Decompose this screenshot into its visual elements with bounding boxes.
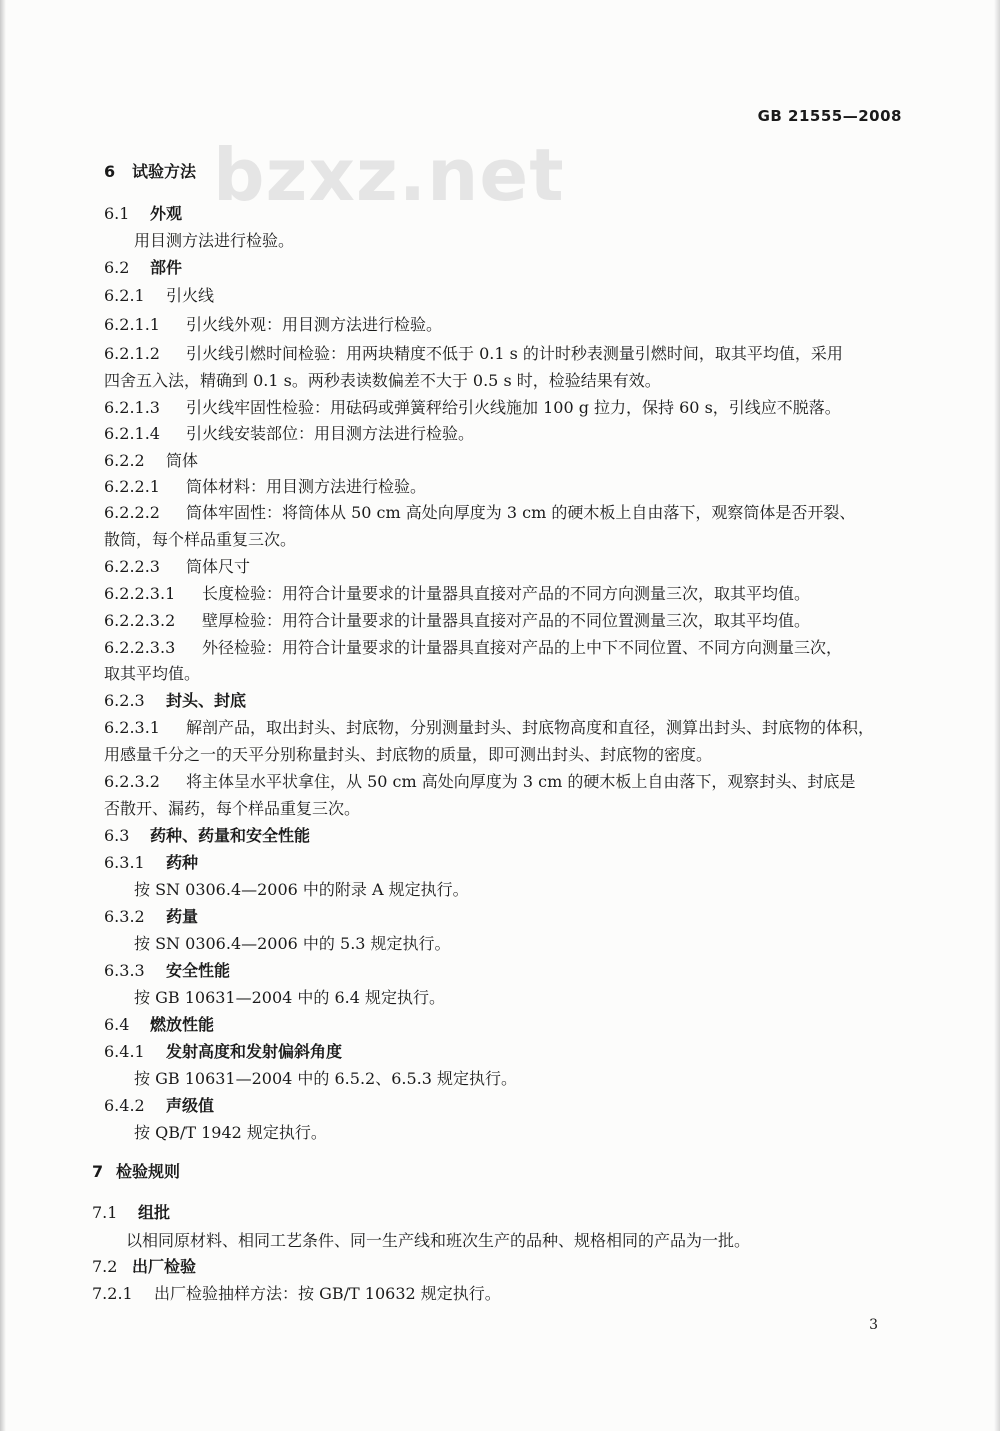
clause-text: 外径检验：用符合计量要求的计量器具直接对产品的上中下不同位置、不同方向测量三次，: [202, 638, 843, 657]
clause-line: [104, 772, 855, 792]
clause-number: 6.2.2: [104, 451, 145, 470]
paragraph-line: [104, 745, 712, 765]
clause-line: [104, 398, 841, 418]
clause-number: 6.2.1.2: [104, 344, 160, 363]
subsection-number: 6.1: [104, 204, 130, 223]
clause-text: 引火线外观：用目测方法进行检验。: [186, 315, 443, 334]
paragraph-text: 用目测方法进行检验。: [134, 231, 295, 250]
clause-text: 筒体材料：用目测方法进行检验。: [186, 477, 427, 496]
section-heading: [92, 1162, 180, 1182]
paragraph-line: [104, 371, 661, 391]
standard-code: GB 21555—2008: [757, 107, 902, 125]
paragraph-line: [134, 1069, 517, 1089]
paragraph-text: 按 SN 0306.4—2006 中的 5.3 规定执行。: [134, 934, 451, 953]
clause-title: 药种: [166, 853, 199, 872]
clause-number: 6.2.2.1: [104, 477, 160, 496]
paragraph-text: 按 GB 10631—2004 中的 6.4 规定执行。: [134, 988, 446, 1007]
scan-edge-right: [994, 0, 1000, 1431]
clause-text: 引火线牢固性检验：用砝码或弹簧秤给引火线施加 100 g 拉力，保持 60 s，引线应不脱落。: [186, 398, 841, 417]
clause-line: [92, 1284, 501, 1304]
clause-title: 封头、封底: [166, 691, 247, 710]
clause-number: 6.2.2.3.3: [104, 638, 176, 657]
clause-number: 6.2.3: [104, 691, 145, 710]
paragraph-text: 四舍五入法，精确到 0.1 s。两秒表读数偏差不大于 0.5 s 时，检验结果有效。: [104, 371, 661, 390]
clause-title: 筒体: [166, 451, 199, 470]
subsection-title: 外观: [150, 204, 183, 223]
paragraph-line: [134, 231, 294, 251]
paragraph-line: [104, 530, 296, 550]
clause-text: 解剖产品，取出封头、封底物，分别测量封头、封底物高度和直径，测算出封头、封底物的体积，: [186, 718, 875, 737]
clause-line: [104, 718, 874, 738]
paragraph-text: 散筒，每个样品重复三次。: [104, 530, 297, 549]
clause-number: 6.4.1: [104, 1042, 145, 1061]
clause-number: 6.2.1.3: [104, 398, 160, 417]
section-heading: [104, 162, 196, 182]
clause-text: 长度检验：用符合计量要求的计量器具直接对产品的不同方向测量三次，取其平均值。: [202, 584, 811, 603]
clause-title: 声级值: [166, 1096, 215, 1115]
clause-number: 6.2.1: [104, 286, 145, 305]
paragraph-text: 按 SN 0306.4—2006 中的附录 A 规定执行。: [134, 880, 469, 899]
paragraph-line: [134, 1123, 327, 1143]
clause-text: 将主体呈水平状拿住，从 50 cm 高处向厚度为 3 cm 的硬木板上自由落下，观察封头、封底是: [186, 772, 856, 791]
section-title: 检验规则: [116, 1162, 181, 1181]
subsection-heading: [92, 1257, 196, 1277]
clause-text: 筒体牢固性：将筒体从 50 cm 高处向厚度为 3 cm 的硬木板上自由落下，观察筒体是否开裂、: [186, 503, 856, 522]
clause-text: 引火线引燃时间检验：用两块精度不低于 0.1 s 的计时秒表测量引燃时间，取其平均值，采用: [186, 344, 843, 363]
paragraph-text: 取其平均值。: [104, 664, 201, 683]
clause-number: 7.2.1: [92, 1284, 133, 1303]
clause-line: [104, 315, 442, 335]
subsection-title: 出厂检验: [132, 1257, 197, 1276]
clause-number: 6.2.1.1: [104, 315, 160, 334]
paragraph-line: [126, 1231, 750, 1251]
clause-number: 6.3.3: [104, 961, 145, 980]
subsection-number: 6.2: [104, 258, 130, 277]
section-title: 试验方法: [132, 162, 197, 181]
clause-number: 6.2.2.2: [104, 503, 160, 522]
clause-number: 6.3.2: [104, 907, 145, 926]
clause-number: 6.4.2: [104, 1096, 145, 1115]
clause-line: [104, 503, 855, 523]
watermark: bzxz.net: [213, 133, 565, 217]
clause-heading: [104, 286, 214, 306]
subsection-heading: [104, 826, 310, 846]
subsection-title: 组批: [138, 1203, 171, 1222]
clause-heading: [104, 557, 250, 577]
clause-title: 筒体尺寸: [186, 557, 251, 576]
subsection-title: 药种、药量和安全性能: [150, 826, 311, 845]
paragraph-line: [104, 799, 360, 819]
clause-title: 发射高度和发射偏斜角度: [166, 1042, 343, 1061]
clause-line: [104, 344, 843, 364]
paragraph-text: 以相同原材料、相同工艺条件、同一生产线和班次生产的品种、规格相同的产品为一批。: [126, 1231, 751, 1250]
section-number: 7: [92, 1162, 104, 1181]
clause-number: 6.2.2.3: [104, 557, 160, 576]
paragraph-line: [134, 934, 451, 954]
subsection-number: 6.4: [104, 1015, 130, 1034]
clause-number: 6.2.2.3.2: [104, 611, 176, 630]
paragraph-text: 用感量千分之一的天平分别称量封头、封底物的质量，即可测出封头、封底物的密度。: [104, 745, 713, 764]
subsection-heading: [104, 204, 182, 224]
subsection-number: 7.1: [92, 1203, 118, 1222]
paragraph-line: [134, 988, 445, 1008]
clause-heading: [104, 853, 198, 873]
subsection-heading: [104, 258, 182, 278]
clause-title: 安全性能: [166, 961, 231, 980]
paragraph-text: 否散开、漏药，每个样品重复三次。: [104, 799, 361, 818]
clause-number: 6.3.1: [104, 853, 145, 872]
subsection-heading: [104, 1015, 214, 1035]
clause-title: 药量: [166, 907, 199, 926]
clause-title: 引火线: [166, 286, 215, 305]
clause-number: 6.2.1.4: [104, 424, 160, 443]
subsection-title: 部件: [150, 258, 183, 277]
clause-text: 引火线安装部位：用目测方法进行检验。: [186, 424, 475, 443]
clause-number: 6.2.3.1: [104, 718, 160, 737]
clause-text: 出厂检验抽样方法：按 GB/T 10632 规定执行。: [154, 1284, 501, 1303]
clause-heading: [104, 907, 198, 927]
subsection-heading: [92, 1203, 170, 1223]
clause-heading: [104, 691, 246, 711]
page-number: 3: [869, 1317, 878, 1333]
clause-text: 壁厚检验：用符合计量要求的计量器具直接对产品的不同位置测量三次，取其平均值。: [202, 611, 811, 630]
clause-number: 6.2.2.3.1: [104, 584, 176, 603]
clause-heading: [104, 961, 230, 981]
clause-heading: [104, 451, 198, 471]
clause-number: 6.2.3.2: [104, 772, 160, 791]
clause-line: [104, 638, 842, 658]
clause-heading: [104, 1096, 214, 1116]
scan-edge-left: [0, 0, 6, 1431]
clause-line: [104, 477, 426, 497]
subsection-title: 燃放性能: [150, 1015, 215, 1034]
subsection-number: 7.2: [92, 1257, 118, 1276]
subsection-number: 6.3: [104, 826, 130, 845]
clause-line: [104, 584, 810, 604]
paragraph-text: 按 GB 10631—2004 中的 6.5.2、6.5.3 规定执行。: [134, 1069, 518, 1088]
paragraph-line: [104, 664, 200, 684]
clause-line: [104, 611, 810, 631]
clause-heading: [104, 1042, 342, 1062]
paragraph-line: [134, 880, 469, 900]
clause-line: [104, 424, 474, 444]
paragraph-text: 按 QB/T 1942 规定执行。: [134, 1123, 327, 1142]
section-number: 6: [104, 162, 116, 181]
